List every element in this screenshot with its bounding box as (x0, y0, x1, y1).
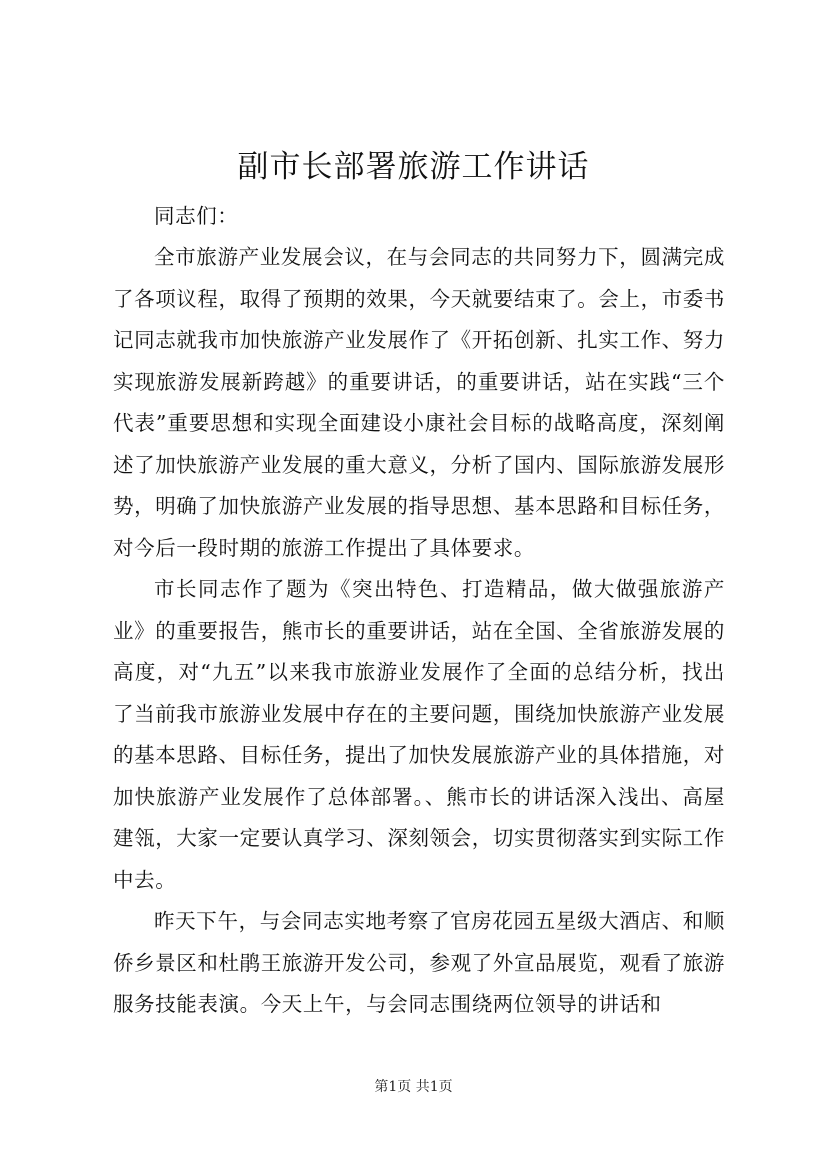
paragraph-1: 全市旅游产业发展会议，在与会同志的共同努力下，圆满完成了各项议程，取得了预期的效果，今天就要结束了。会上，市委书记同志就我市加快旅游产业发展作了《开拓创新、扎实工作、努力实现旅游发展新跨越》的重要讲话，的重要讲话，站在实践“三个代表”重要思想和实现全面建设小康社会目标的战略高度，深刻阐述了加快旅游产业发展的重大意义，分析了国内、国际旅游发展形势，明确了加快旅游产业发展的指导思想、基本思路和目标任务，对今后一段时期的旅游工作提出了具体要求。 (113, 245, 725, 560)
paragraph-2: 市长同志作了题为《突出特色、打造精品，做大做强旅游产业》的重要报告，熊市长的重要讲话，站在全国、全省旅游发展的高度，对“九五”以来我市旅游业发展作了全面的总结分析，找出了当前我市旅游业发展中存在的主要问题，围绕加快旅游产业发展的基本思路、目标任务，提出了加快发展旅游产业的具体措施，对加快旅游产业发展作了总体部署。、熊市长的讲话深入浅出、高屋建瓴，大家一定要认真学习、深刻领会，切实贯彻落实到实际工作中去。 (113, 577, 725, 892)
page-footer: 第1页 共1页 (374, 1079, 453, 1095)
document-title: 副市长部署旅游工作讲话 (237, 149, 590, 185)
salutation: 同志们： (154, 204, 239, 228)
paragraph-3: 昨天下午，与会同志实地考察了官房花园五星级大酒店、和顺侨乡景区和杜鹃王旅游开发公司，参观了外宣品展览，观看了旅游服务技能表演。今天上午，与会同志围绕两位领导的讲话和 (113, 909, 725, 1016)
document-body (113, 196, 725, 1026)
